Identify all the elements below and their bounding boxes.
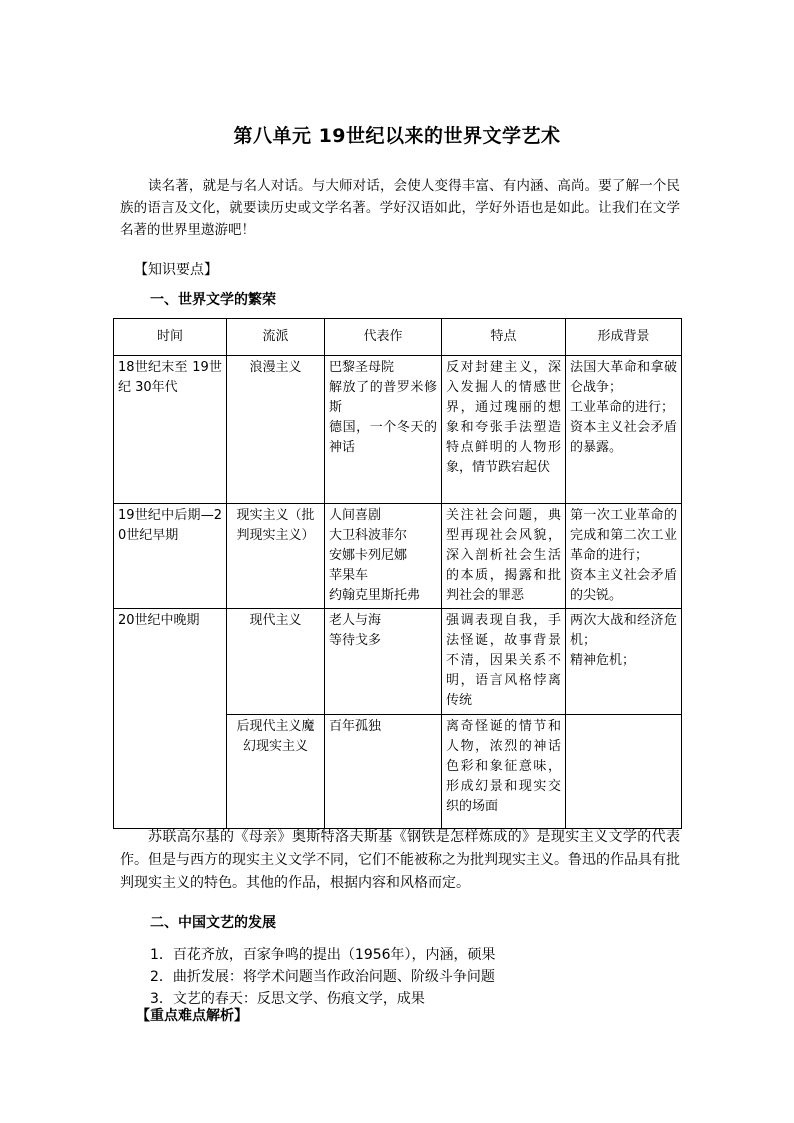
section-heading-chinese-literature: 二、中国文艺的发展 [150, 915, 276, 931]
works-cell: 巴黎圣母院 解放了的普罗米修斯 德国，一个冬天的神话 [325, 356, 442, 504]
knowledge-points-heading: 【知识要点】 [134, 262, 218, 278]
list-item: 3．文艺的春天：反思文学、伤痕文学，成果 [150, 991, 425, 1007]
literature-table [113, 318, 682, 829]
header-cell: 流派 [227, 319, 325, 356]
school-cell: 现代主义 [227, 609, 325, 715]
summary-paragraph: 苏联高尔基的《母亲》奥斯特洛夫斯基《钢铁是怎样炼成的》是现实主义文学的代表作。但是与西方的现实主义文学不同，它们不能被称之为批判现实主义。鲁迅的作品具有批判现实主义的特色。其他的作品，根据内容和风格而定。 [120, 829, 680, 891]
features-cell: 离奇怪诞的情节和人物，浓烈的神话色彩和象征意味，形成幻景和现实交织的场面 [442, 715, 566, 829]
intro-paragraph: 读名著，就是与名人对话。与大师对话，会使人变得丰富、有内涵、高尚。要了解一个民族的语言及文化，就要读历史或文学名著。学好汉语如此，学好外语也是如此。让我们在文学名著的世界里遨游吧！ [120, 178, 680, 238]
table-header-row [114, 319, 682, 356]
table-row [114, 356, 682, 504]
header-cell: 代表作 [325, 319, 442, 356]
features-cell: 反对封建主义，深入发掘人的情感世界，通过瑰丽的想象和夸张手法塑造特点鲜明的人物形象，情节跌宕起伏 [442, 356, 566, 504]
time-cell: 19世纪中后期—20世纪早期 [114, 504, 227, 609]
features-cell: 强调表现自我，手法怪诞，故事背景不清，因果关系不明，语言风格悖离传统 [442, 609, 566, 715]
background-cell: 两次大战和经济危机； 精神危机； [566, 609, 682, 715]
table-row [114, 609, 682, 715]
time-cell: 20世纪中晚期 [114, 609, 227, 829]
school-cell: 浪漫主义 [227, 356, 325, 504]
works-cell: 人间喜剧 大卫科波菲尔 安娜卡列尼娜 苹果车 约翰克里斯托弗 [325, 504, 442, 609]
school-cell: 现实主义（批判现实主义） [227, 504, 325, 609]
works-cell: 百年孤独 [325, 715, 442, 829]
background-cell [566, 715, 682, 829]
works-cell: 老人与海 等待戈多 [325, 609, 442, 715]
time-cell: 18世纪末至 19世纪 30年代 [114, 356, 227, 504]
table-row [114, 504, 682, 609]
header-cell: 形成背景 [566, 319, 682, 356]
header-cell: 时间 [114, 319, 227, 356]
background-cell: 法国大革命和拿破仑战争； 工业革命的进行； 资本主义社会矛盾的暴露。 [566, 356, 682, 504]
page-title: 第八单元 19世纪以来的世界文学艺术 [233, 125, 561, 147]
header-cell: 特点 [442, 319, 566, 356]
key-points-heading: 【重点难点解析】 [136, 1008, 248, 1024]
features-cell: 关注社会问题，典型再现社会风貌，深入剖析社会生活的本质，揭露和批判社会的罪恶 [442, 504, 566, 609]
background-cell: 第一次工业革命的完成和第二次工业革命的进行； 资本主义社会矛盾的尖锐。 [566, 504, 682, 609]
school-cell: 后现代主义魔幻现实主义 [227, 715, 325, 829]
list-item: 2．曲折发展：将学术问题当作政治问题、阶级斗争问题 [150, 969, 495, 985]
list-item: 1．百花齐放，百家争鸣的提出（1956年），内涵，硕果 [150, 947, 496, 963]
section-heading-world-literature: 一、世界文学的繁荣 [150, 292, 276, 308]
